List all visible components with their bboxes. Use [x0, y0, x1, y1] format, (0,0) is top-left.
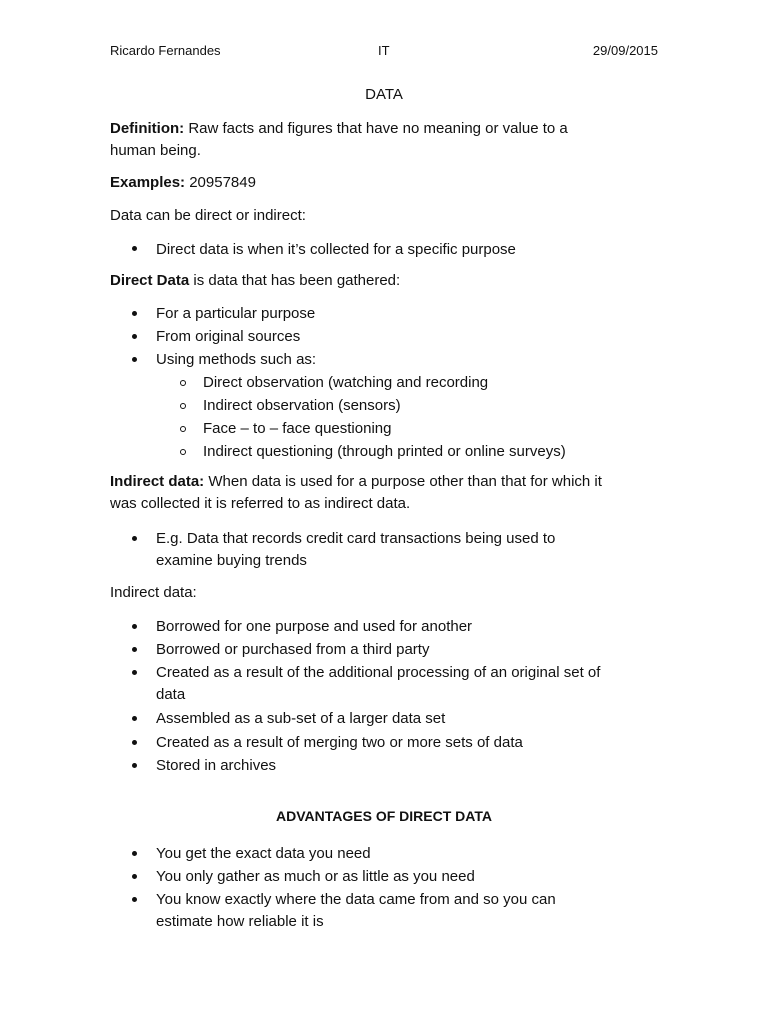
advantage-2: You only gather as much or as little as you need — [156, 868, 475, 885]
sub-bullet-icon — [180, 426, 186, 432]
direct-data-text: is data that has been gathered: — [193, 272, 401, 289]
bullet-icon — [132, 740, 137, 745]
indirect-item-4: Assembled as a sub-set of a larger data set — [156, 710, 446, 727]
direct-bullet-2: From original sources — [156, 328, 301, 345]
definition-line-1 — [110, 118, 568, 140]
indirect-item-6: Stored in archives — [156, 757, 277, 774]
direct-bullet-1: For a particular purpose — [156, 305, 316, 322]
indirect-text-1: When data is used for a purpose other than that for which it — [208, 473, 602, 490]
page-title: DATA — [365, 86, 403, 103]
header-subject: IT — [378, 43, 390, 58]
advantages-heading: ADVANTAGES OF DIRECT DATA — [276, 808, 492, 824]
indirect-list-heading: Indirect data: — [110, 584, 197, 601]
advantage-1: You get the exact data you need — [156, 845, 371, 862]
method-1: Direct observation (watching and recording — [203, 374, 489, 391]
indirect-item-5: Created as a result of merging two or more sets of data — [156, 734, 523, 751]
sub-bullet-icon — [180, 380, 186, 386]
definition-label: Definition: — [110, 120, 185, 137]
intro-bullet: Direct data is when it’s collected for a specific purpose — [156, 241, 516, 258]
indirect-item-1: Borrowed for one purpose and used for another — [156, 618, 473, 635]
indirect-item-3: Created as a result of the additional processing of an original set of — [156, 664, 601, 681]
direct-data-label: Direct Data — [110, 272, 190, 289]
sub-bullet-icon — [180, 403, 186, 409]
definition-text-1: Raw facts and figures that have no meaning or value to a — [188, 120, 568, 137]
bullet-icon — [132, 874, 137, 879]
bullet-icon — [132, 670, 137, 675]
method-4: Indirect questioning (through printed or online surveys) — [203, 443, 566, 460]
indirect-item-2: Borrowed or purchased from a third party — [156, 641, 430, 658]
bullet-icon — [132, 897, 137, 902]
examples-label: Examples: — [110, 174, 186, 191]
method-3: Face – to – face questioning — [203, 420, 392, 437]
indirect-line-1 — [110, 471, 602, 493]
indirect-item-3-cont: data — [156, 686, 186, 703]
intro-text: Data can be direct or indirect: — [110, 207, 306, 224]
bullet-icon — [132, 334, 137, 339]
indirect-text-2: was collected it is referred to as indirect data. — [110, 495, 411, 512]
bullet-icon — [132, 246, 137, 251]
header-date: 29/09/2015 — [592, 43, 658, 58]
bullet-icon — [132, 851, 137, 856]
examples-value: 20957849 — [189, 174, 256, 191]
indirect-example-2: examine buying trends — [156, 552, 307, 569]
direct-data-line — [110, 270, 400, 292]
bullet-icon — [132, 647, 137, 652]
bullet-icon — [132, 536, 137, 541]
advantage-3-cont: estimate how reliable it is — [156, 913, 324, 930]
method-2: Indirect observation (sensors) — [203, 397, 401, 414]
header-author: Ricardo Fernandes — [110, 43, 221, 58]
sub-bullet-icon — [180, 449, 186, 455]
bullet-icon — [132, 357, 137, 362]
advantage-3: You know exactly where the data came from and so you can — [156, 891, 556, 908]
bullet-icon — [132, 311, 137, 316]
definition-text-2: human being. — [110, 142, 201, 159]
bullet-icon — [132, 624, 137, 629]
bullet-icon — [132, 716, 137, 721]
indirect-label: Indirect data: — [110, 473, 205, 490]
indirect-example-1: E.g. Data that records credit card transactions being used to — [156, 530, 556, 547]
direct-bullet-3: Using methods such as: — [156, 351, 317, 368]
bullet-icon — [132, 763, 137, 768]
examples-line — [110, 172, 256, 194]
